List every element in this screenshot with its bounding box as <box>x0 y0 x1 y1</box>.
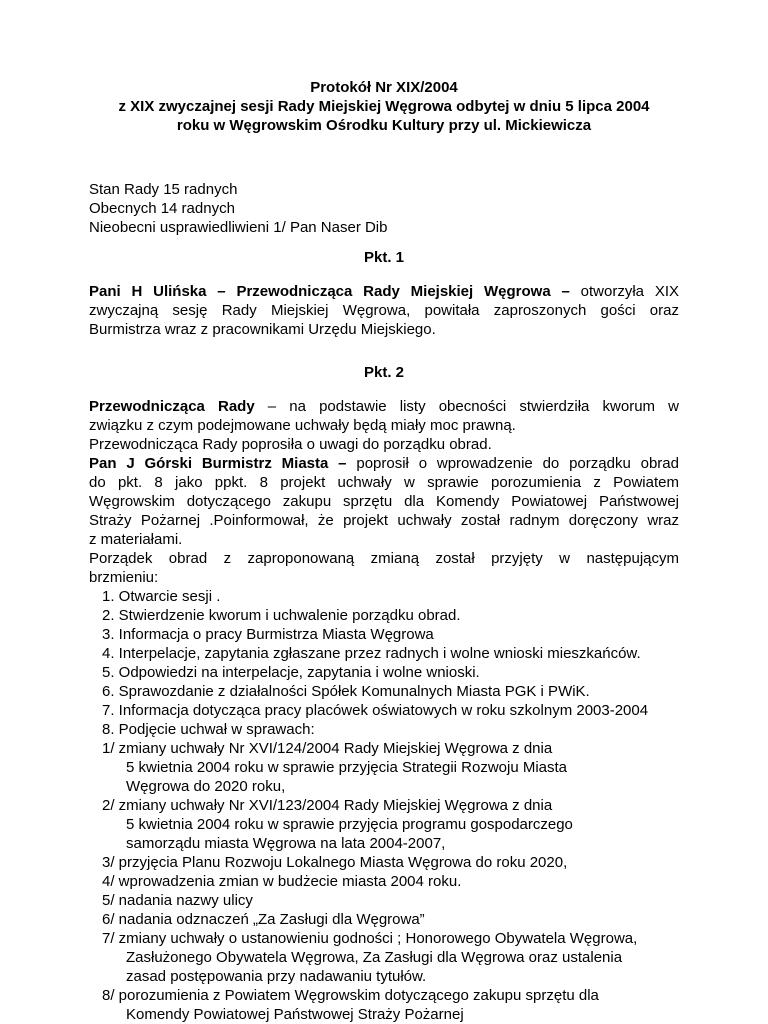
document-title <box>80 78 688 135</box>
pkt2-p3-line-4: Straży Pożarnej .Poinformował, że projekt uchwały został radnym doręczony wraz <box>89 512 679 529</box>
agenda-item: 3. Informacja o pracy Burmistrza Miasta Węgrowa <box>102 626 434 643</box>
subitem-line: 3/ przyjęcia Planu Rozwoju Lokalnego Miasta Węgrowa do roku 2020, <box>102 854 568 871</box>
subitem-line: Komendy Powiatowej Państwowej Straży Pożarnej <box>126 1006 464 1023</box>
title-line-2: z XIX zwyczajnej sesji Rady Miejskiej Węgrowa odbytej w dniu 5 lipca 2004 <box>118 98 650 115</box>
agenda-item: 2. Stwierdzenie kworum i uchwalenie porządku obrad. <box>102 607 461 624</box>
pkt2-p3-line-3: Węgrowskim dotyczącego zakupu sprzętu dla Komendy Powiatowej Państwowej <box>89 493 679 510</box>
pkt2-p3-line-1-text: poprosił o wprowadzenie do porządku obrad <box>346 455 679 472</box>
title-line-1: Protokół Nr XIX/2004 <box>310 79 458 96</box>
agenda-item: 1. Otwarcie sesji . <box>102 588 221 605</box>
attendance-total: Stan Rady 15 radnych <box>89 181 238 198</box>
pkt1-paragraph <box>89 282 679 339</box>
pkt2-p4-line-1: Porządek obrad z zaproponowaną zmianą został przyjęty w następującym <box>89 550 679 567</box>
agenda-item: 6. Sprawozdanie z działalności Spółek Komunalnych Miasta PGK i PWiK. <box>102 683 590 700</box>
subitem-line: 5 kwietnia 2004 roku w sprawie przyjęcia programu gospodarczego <box>126 816 573 833</box>
agenda-item: 8. Podjęcie uchwał w sprawach: <box>102 721 315 738</box>
pkt2-p3-line-5: z materiałami. <box>89 531 183 548</box>
pkt2-p2: Przewodnicząca Rady poprosiła o uwagi do porządku obrad. <box>89 436 492 453</box>
pkt1-line-3: Burmistrza wraz z pracownikami Urzędu Miejskiego. <box>89 321 436 338</box>
pkt1-heading: Pkt. 1 <box>363 249 405 266</box>
subitem-line: samorządu miasta Węgrowa na lata 2004-2007, <box>126 835 446 852</box>
subitem-line: zasad postępowania przy nadawaniu tytułów. <box>126 968 427 985</box>
subitem-line: 2/ zmiany uchwały Nr XVI/123/2004 Rady Miejskiej Węgrowa z dnia <box>102 797 553 814</box>
pkt2-p1-line-2: związku z czym podejmowane uchwały będą miały moc prawną. <box>89 417 516 434</box>
pkt1-speaker: Pani H Ulińska – Przewodnicząca Rady Miejskiej Węgrowa – <box>89 283 570 300</box>
agenda-item: 5. Odpowiedzi na interpelacje, zapytania i wolne wnioski. <box>102 664 480 681</box>
subitem-line: 6/ nadania odznaczeń „Za Zasługi dla Węgrowa” <box>102 911 425 928</box>
pkt2-p4-line-2: brzmieniu: <box>89 569 159 586</box>
subitem-line: 1/ zmiany uchwały Nr XVI/124/2004 Rady Miejskiej Węgrowa z dnia <box>102 740 553 757</box>
agenda-item: 4. Interpelacje, zapytania zgłaszane przez radnych i wolne wnioski mieszkańców. <box>102 645 641 662</box>
subitem-line: Zasłużonego Obywatela Węgrowa, Za Zasługi dla Węgrowa oraz ustalenia <box>126 949 623 966</box>
subitem-line: Węgrowa do 2020 roku, <box>126 778 286 795</box>
attendance-present: Obecnych 14 radnych <box>89 200 235 217</box>
subitem-line: 8/ porozumienia z Powiatem Węgrowskim dotyczącego zakupu sprzętu dla <box>102 987 599 1004</box>
pkt2-p3-line-2: do pkt. 8 jako ppkt. 8 projekt uchwały w sprawie porozumienia z Powiatem <box>89 474 679 491</box>
agenda-item: 7. Informacja dotycząca pracy placówek oświatowych w roku szkolnym 2003-2004 <box>102 702 649 719</box>
pkt1-line-1 <box>89 282 679 301</box>
pkt1-line-1-text: otworzyła XIX <box>569 283 680 300</box>
subitem-line: 4/ wprowadzenia zmian w budżecie miasta 2004 roku. <box>102 873 462 890</box>
pkt2-p1-bold: Przewodnicząca Rady <box>89 398 255 415</box>
agenda-list <box>89 587 689 1024</box>
pkt2-p3-line-1 <box>89 454 679 473</box>
pkt2-paragraph <box>89 397 679 587</box>
attendance-absent: Nieobecni usprawiedliwieni 1/ Pan Naser Dib <box>89 219 388 236</box>
subitem-line: 5/ nadania nazwy ulicy <box>102 892 253 909</box>
title-line-3: roku w Węgrowskim Ośrodku Kultury przy ul. Mickiewicza <box>176 117 592 134</box>
subitem-line: 7/ zmiany uchwały o ustanowieniu godności ; Honorowego Obywatela Węgrowa, <box>102 930 638 947</box>
pkt2-heading: Pkt. 2 <box>363 364 405 381</box>
pkt2-p1-line-1 <box>89 397 679 416</box>
subitem-line: 5 kwietnia 2004 roku w sprawie przyjęcia Strategii Rozwoju Miasta <box>126 759 568 776</box>
pkt1-line-2: zwyczajną sesję Rady Miejskiej Węgrowa, powitała zaproszonych gości oraz <box>89 302 679 319</box>
pkt2-p1-line-1-text: – na podstawie listy obecności stwierdziła kworum w <box>254 398 679 415</box>
pkt2-p3-bold: Pan J Górski Burmistrz Miasta – <box>89 455 347 472</box>
